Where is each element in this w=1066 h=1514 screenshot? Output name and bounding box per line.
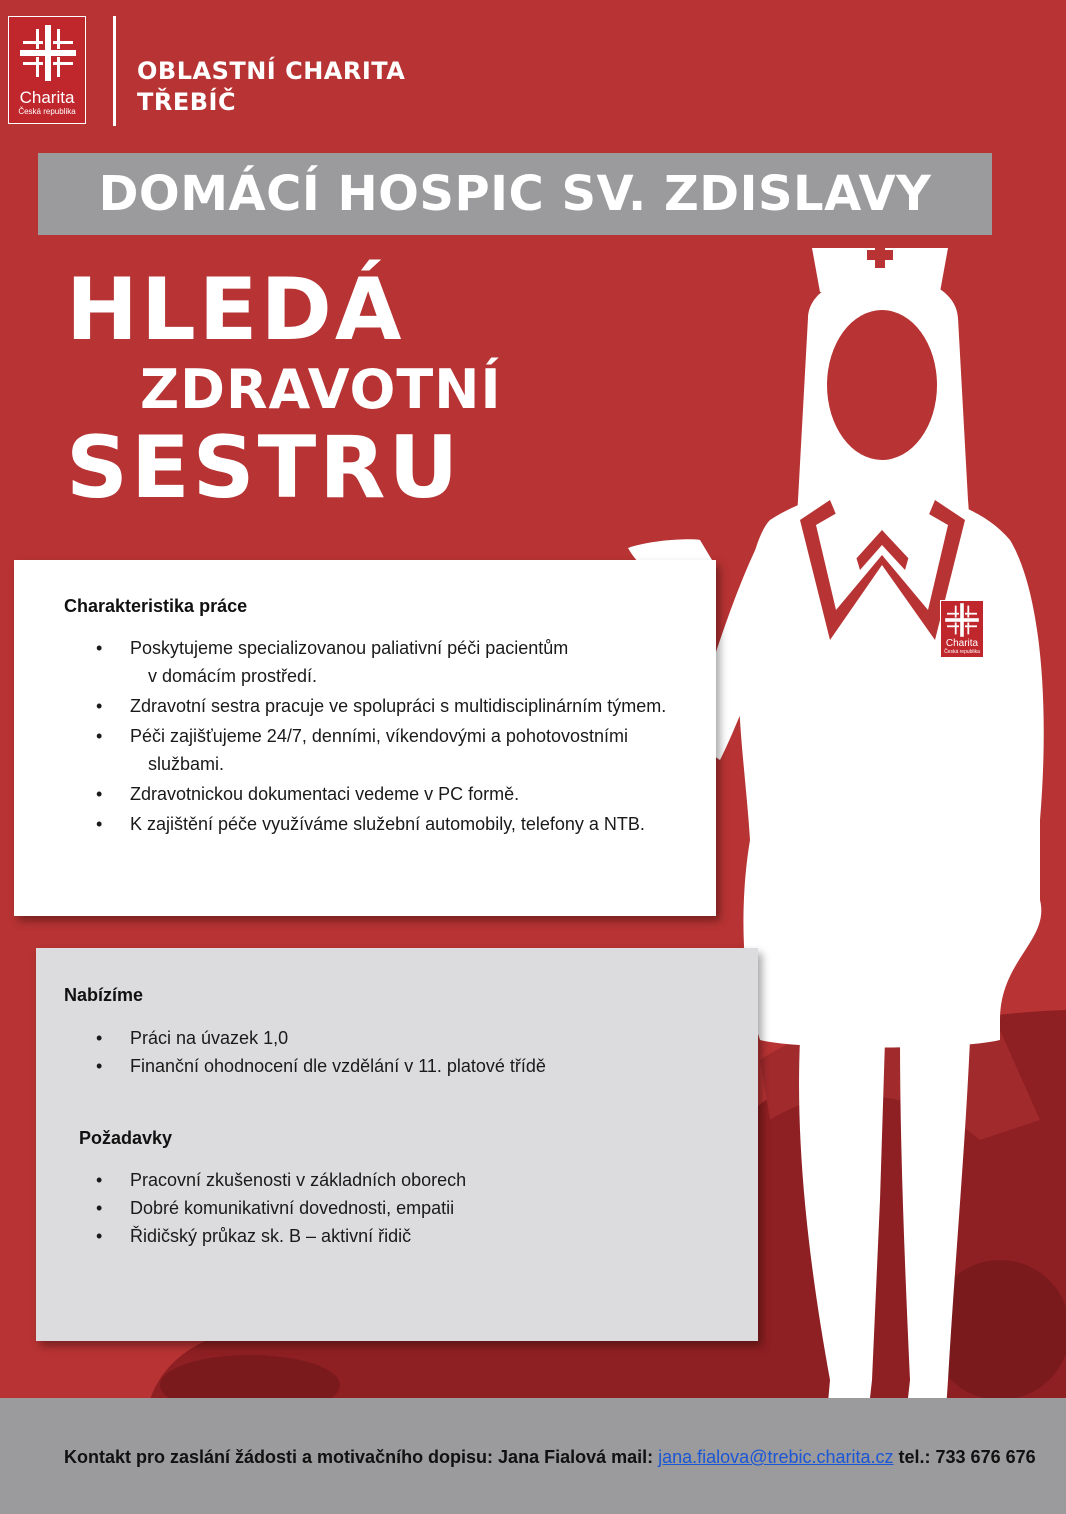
organization-name (137, 56, 405, 118)
offer-title: Nabízíme (64, 985, 144, 1005)
list-item: • Dobré komunikativní dovednosti, empatii (96, 1194, 466, 1222)
email-link[interactable]: jana.fialova@trebic.charita.cz (658, 1447, 894, 1467)
logo-subtitle: Česká republika (18, 107, 76, 116)
offer-list (96, 1024, 546, 1080)
header-divider (113, 16, 116, 126)
logo-word: Charita (19, 88, 75, 107)
headline-line-2: ZDRAVOTNÍ (140, 358, 502, 421)
charita-logo (8, 16, 86, 124)
requirements-title: Požadavky (79, 1128, 173, 1148)
face-shape (827, 310, 937, 460)
list-item: • Pracovní zkušenosti v základních oborech (96, 1166, 466, 1194)
list-item: • Práci na úvazek 1,0 (96, 1024, 546, 1052)
page-title: DOMÁCÍ HOSPIC SV. ZDISLAVY (98, 166, 932, 222)
list-item: • K zajištění péče využíváme služební automobily, telefony a NTB. (96, 810, 666, 838)
characteristics-list (96, 634, 666, 838)
org-line-1: OBLASTNÍ CHARITA (137, 57, 406, 85)
phone-text: tel.: 733 676 676 (893, 1447, 1036, 1467)
headline-line-1: HLEDÁ (66, 260, 405, 360)
list-item: • Řidičský průkaz sk. B – aktivní řidič (96, 1222, 466, 1250)
offer-requirements-box (36, 948, 758, 1341)
characteristics-title: Charakteristika práce (64, 596, 248, 616)
charita-cross-icon (17, 23, 79, 83)
badge-word: Charita (945, 638, 979, 649)
badge-sub: Česká republika (944, 649, 980, 655)
headline-line-3: SESTRU (66, 418, 462, 518)
contact-text: Kontakt pro zaslání žádosti a motivačního dopisu: Jana Fialová mail: (64, 1447, 659, 1467)
characteristics-box (14, 560, 716, 916)
list-item: • Zdravotní sestra pracuje ve spolupráci s multidisciplinárním týmem. (96, 692, 666, 720)
list-item: • Finanční ohodnocení dle vzdělání v 11. platové třídě (96, 1052, 546, 1080)
contact-line (64, 1447, 1036, 1468)
org-line-2: TŘEBÍČ (137, 88, 237, 116)
charita-cross-icon (941, 602, 983, 638)
list-item: • Zdravotnickou dokumentaci vedeme v PC formě. (96, 780, 666, 808)
requirements-list (96, 1166, 466, 1250)
list-item: • Poskytujeme specializovanou paliativní péči pacientům v domácím prostředí. (96, 634, 666, 690)
coat-badge (940, 600, 984, 658)
list-item: • Péči zajišťujeme 24/7, denními, víkendovými a pohotovostními službami. (96, 722, 666, 778)
